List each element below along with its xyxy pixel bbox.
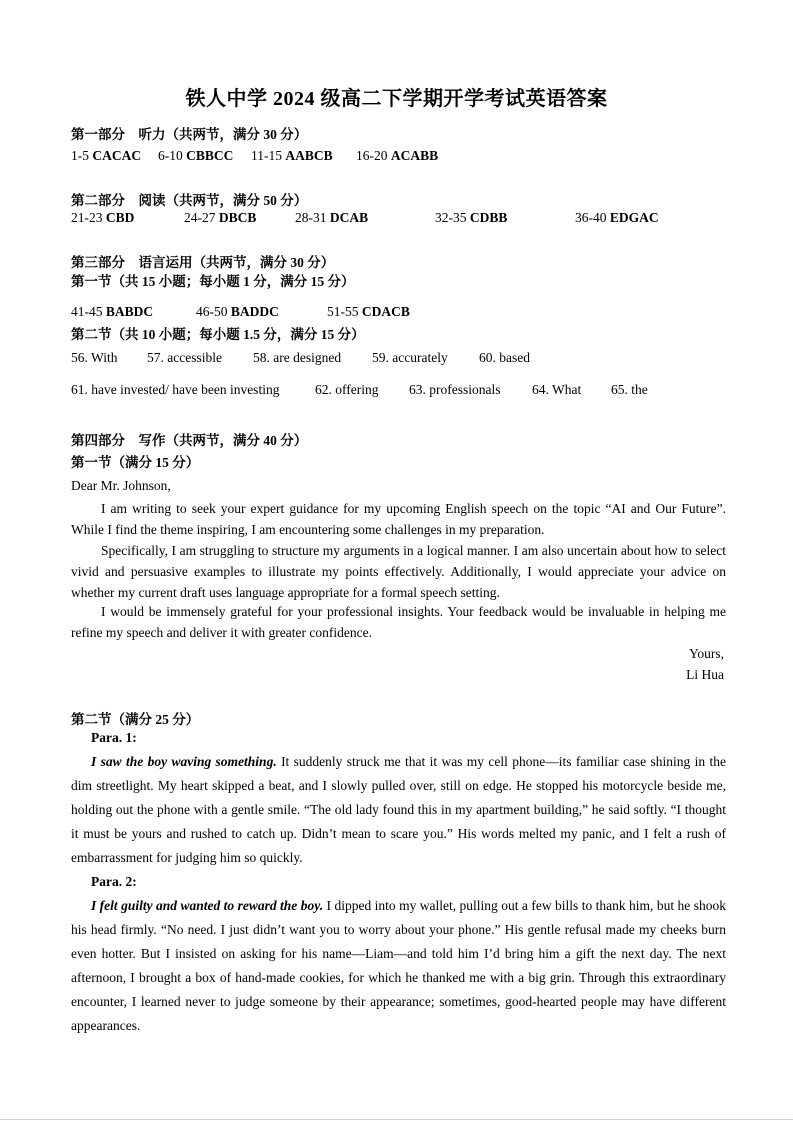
- answer-keys: AABCB: [285, 148, 333, 163]
- answer-range: 1-5: [71, 148, 89, 163]
- part1-heading: 第一部分 听力（共两节，满分 30 分）: [71, 127, 308, 142]
- answer-range: 51-55: [327, 304, 359, 319]
- answer-keys: CBBCC: [186, 148, 234, 163]
- fill-answer-61: 61. have invested/ have been investing: [71, 382, 280, 397]
- story-paragraph-2: [71, 894, 726, 1038]
- part3-answer-1: [71, 304, 153, 320]
- story-paragraph-text: It suddenly struck me that it was my cell phone—its familiar case shining in the dim streetlight. My heart skipped a beat, and I slowly pulled over, still on edge. He stopped his motorcycle beside me, holding out the phone with a gentle smile. “The old lady found this in my apartment building,” he said softly. “I thought it must be yours and rushed to catch up. Didn’t mean to scare you.” His words melted my panic, and I felt a rush of embarrassment for judging him so quickly.: [71, 754, 726, 865]
- answer-range: 46-50: [196, 304, 228, 319]
- part1-answer-2: [158, 148, 233, 164]
- part3-section2-heading: 第二节（共 10 小题；每小题 1.5 分，满分 15 分）: [71, 327, 365, 342]
- letter-closing: Yours,: [688, 646, 724, 661]
- answer-keys: BADDC: [230, 304, 279, 319]
- part4-section1-heading: 第一节（满分 15 分）: [71, 455, 200, 470]
- part2-answer-4: [435, 210, 507, 226]
- fill-answer-56: 56. With: [71, 350, 118, 365]
- answer-keys: DBCB: [218, 210, 257, 225]
- part4-section2-heading: 第二节（满分 25 分）: [71, 712, 200, 727]
- story-paragraph-text: I dipped into my wallet, pulling out a few bills to thank him, but he shook his head firmly. “No need. I just didn’t want you to worry about your phone.” His gentle refusal made my cheeks burn even hotter. But I insisted on asking for his name—Liam—and told him I’d bring him a gift the next day. The next afternoon, I brought a box of hand-made cookies, for which he thanked me with a big grin. Through this extraordinary encounter, I learned never to judge someone by their appearance; sometimes, good-hearted people may have different appearances.: [71, 898, 726, 1033]
- fill-answer-65: 65. the: [611, 382, 648, 397]
- story-lead-sentence: I saw the boy waving something.: [91, 754, 277, 769]
- letter-greeting: Dear Mr. Johnson,: [71, 478, 171, 493]
- part1-answer-4: [356, 148, 438, 164]
- answer-range: 11-15: [251, 148, 282, 163]
- answer-keys: CDBB: [469, 210, 508, 225]
- answer-keys: CBD: [105, 210, 135, 225]
- part2-answer-1: [71, 210, 134, 226]
- answer-keys: CDACB: [361, 304, 410, 319]
- letter-signature: Li Hua: [686, 667, 724, 682]
- answer-range: 32-35: [435, 210, 467, 225]
- fill-answer-59: 59. accurately: [372, 350, 448, 365]
- fill-answer-58: 58. are designed: [253, 350, 342, 365]
- story-para2-label: Para. 2:: [91, 874, 137, 889]
- letter-paragraph-text: I would be immensely grateful for your professional insights. Your feedback would be invaluable in helping me refine my speech and deliver it with greater confidence.: [71, 604, 726, 640]
- answer-range: 41-45: [71, 304, 103, 319]
- answer-range: 21-23: [71, 210, 103, 225]
- part3-answer-2: [196, 304, 279, 320]
- part2-answer-5: [575, 210, 659, 226]
- fill-answer-62: 62. offering: [315, 382, 379, 397]
- answer-range: 16-20: [356, 148, 388, 163]
- answer-range: 36-40: [575, 210, 607, 225]
- letter-paragraph-text: I am writing to seek your expert guidance for my upcoming English speech on the topic “AI and Our Future”. While I find the theme inspiring, I am encountering some challenges in my preparation.: [71, 501, 726, 537]
- part2-heading: 第二部分 阅读（共两节，满分 50 分）: [71, 193, 308, 208]
- part4-heading: 第四部分 写作（共两节，满分 40 分）: [71, 433, 308, 448]
- answer-keys: DCAB: [329, 210, 369, 225]
- letter-paragraph-text: Specifically, I am struggling to structure my arguments in a logical manner. I am also uncertain about how to select vivid and persuasive examples to illustrate my points effectively. Additionally, I would appreciate your advice on whether my current draft uses language appropriate for a formal speech setting.: [71, 543, 726, 600]
- answer-keys: CACAC: [92, 148, 142, 163]
- part3-answer-3: [327, 304, 410, 320]
- part3-section1-heading: 第一节（共 15 小题；每小题 1 分，满分 15 分）: [71, 274, 355, 289]
- answer-range: 28-31: [295, 210, 327, 225]
- story-paragraph-1: [71, 750, 726, 870]
- fill-answer-60: 60. based: [479, 350, 530, 365]
- page-bottom-rule: [0, 1119, 793, 1120]
- part2-answer-2: [184, 210, 256, 226]
- fill-answer-57: 57. accessible: [147, 350, 222, 365]
- fill-answer-63: 63. professionals: [409, 382, 501, 397]
- fill-answer-64: 64. What: [532, 382, 582, 397]
- answer-keys: EDGAC: [609, 210, 659, 225]
- part1-answer-1: [71, 148, 141, 164]
- part2-answer-3: [295, 210, 368, 226]
- answer-range: 6-10: [158, 148, 183, 163]
- answer-keys: ACABB: [390, 148, 439, 163]
- story-lead-sentence: I felt guilty and wanted to reward the boy.: [91, 898, 324, 913]
- answer-keys: BABDC: [105, 304, 154, 319]
- answer-range: 24-27: [184, 210, 216, 225]
- story-para1-label: Para. 1:: [91, 730, 137, 745]
- letter-paragraph-3: [71, 601, 726, 643]
- page-title: 铁人中学 2024 级高二下学期开学考试英语答案: [185, 88, 608, 110]
- letter-paragraph-2: [71, 540, 726, 603]
- letter-paragraph-1: [71, 498, 726, 540]
- part3-heading: 第三部分 语言运用（共两节，满分 30 分）: [71, 255, 335, 270]
- part1-answer-3: [251, 148, 333, 164]
